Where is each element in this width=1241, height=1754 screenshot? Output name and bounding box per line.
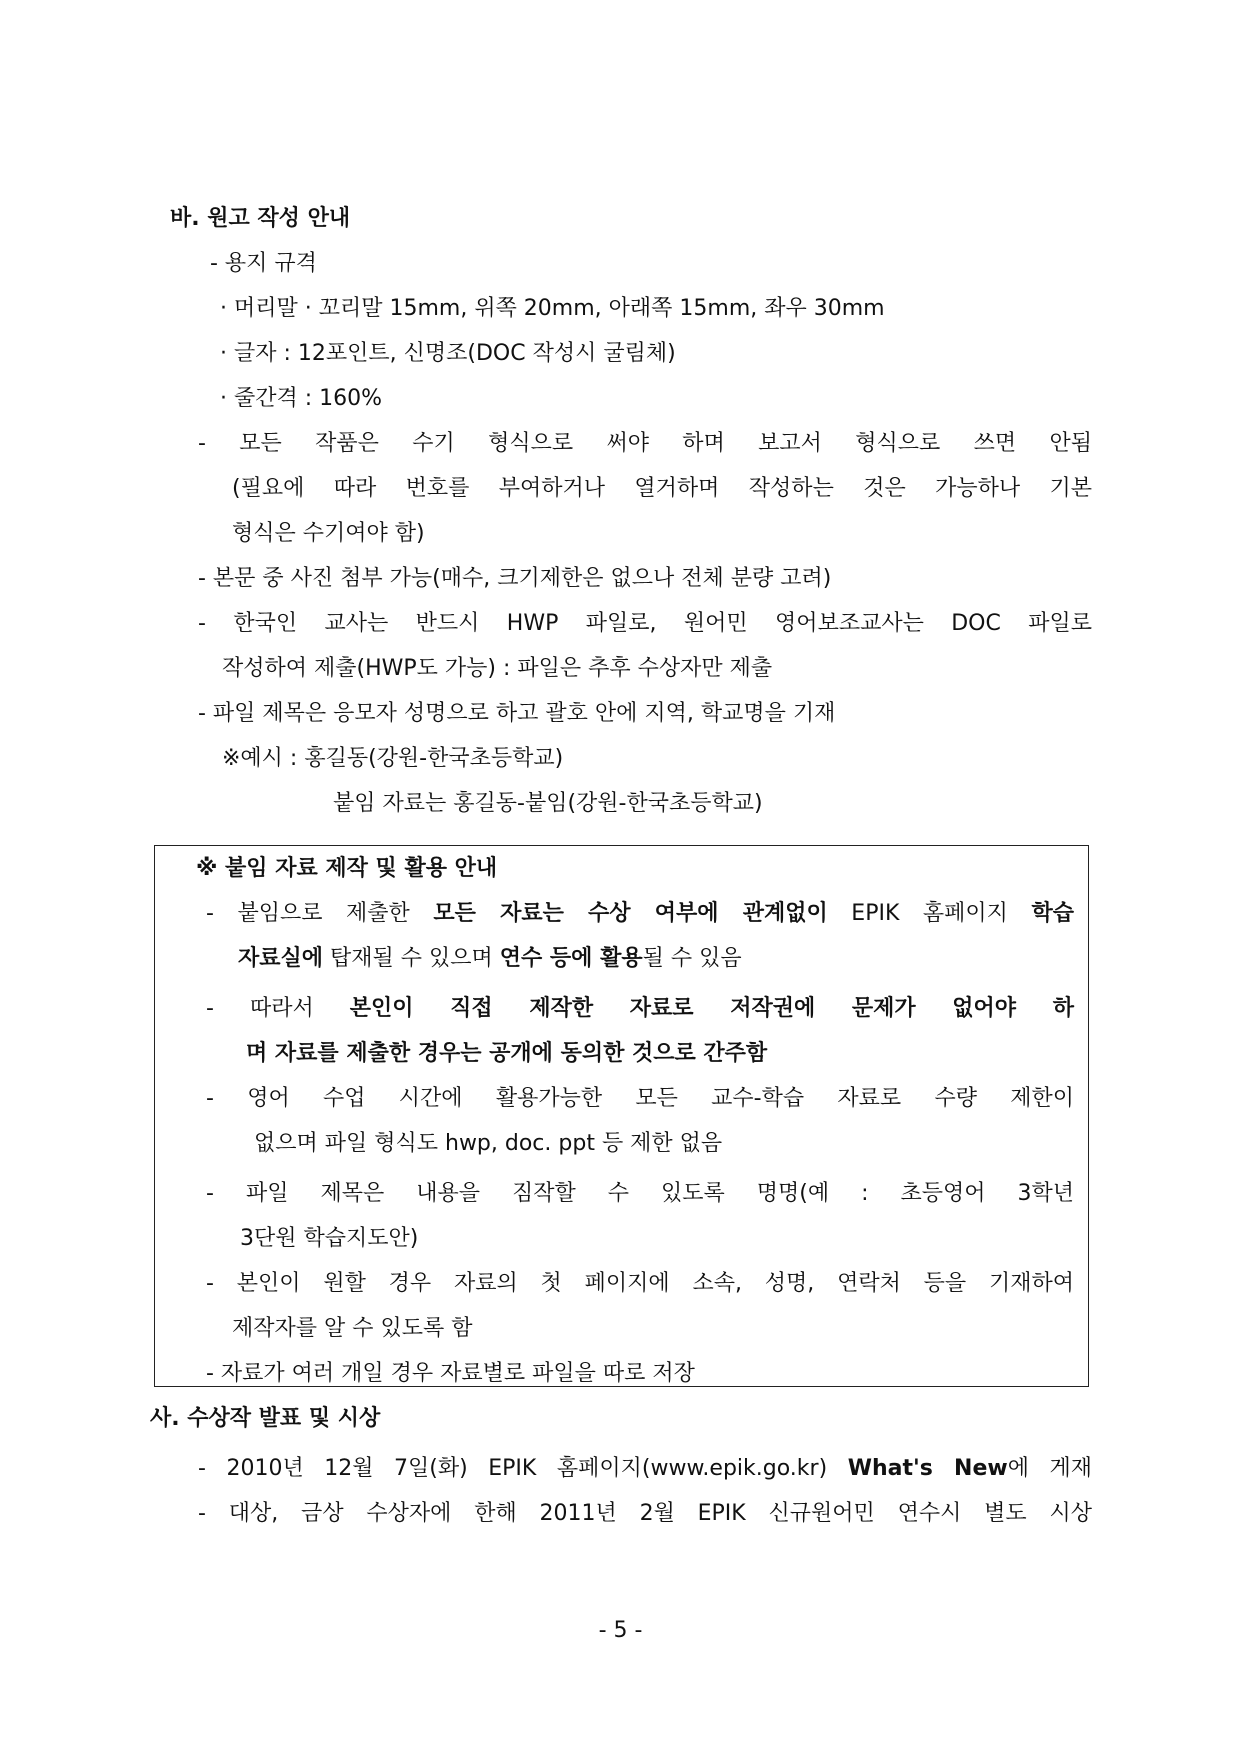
list-item: · 줄간격 : 160%: [220, 386, 383, 411]
notice-item: - 본인이 원할 경우 자료의 첫 페이지에 소속, 성명, 연락처 등을 기재하여: [206, 1271, 1074, 1296]
text-run: 탑재될 수 있으며: [323, 946, 500, 971]
text-run-bold: What's New: [847, 1456, 1008, 1481]
list-item: - 한국인 교사는 반드시 HWP 파일로, 원어민 영어보조교사는 DOC 파일로: [198, 611, 1092, 636]
notice-item-continuation: 3단원 학습지도안): [240, 1226, 419, 1251]
list-item: - 본문 중 사진 첨부 가능(매수, 크기제한은 없으나 전체 분량 고려): [198, 566, 832, 591]
notice-item: - 자료가 여러 개일 경우 자료별로 파일을 따로 저장: [206, 1361, 695, 1386]
list-item-continuation: (필요에 따라 번호를 부여하거나 열거하며 작성하는 것은 가능하나 기본: [232, 476, 1092, 501]
notice-item-continuation: 없으며 파일 형식도 hwp, doc. ppt 등 제한 없음: [254, 1131, 723, 1156]
notice-item-continuation: [238, 944, 742, 974]
list-item-continuation: 형식은 수기여야 함): [232, 521, 425, 546]
text-run-bold: 연수 등에 활용: [499, 946, 643, 971]
text-run: 될 수 있음: [642, 946, 742, 971]
list-item: - 파일 제목은 응모자 성명으로 하고 괄호 안에 지역, 학교명을 기재: [198, 701, 836, 726]
notice-item-continuation: 며 자료를 제출한 경우는 공개에 동의한 것으로 간주함: [246, 1041, 768, 1066]
notice-item: [206, 899, 1074, 929]
text-run: - 따라서: [206, 996, 350, 1021]
list-item-continuation: 작성하여 제출(HWP도 가능) : 파일은 추후 수상자만 제출: [222, 656, 773, 681]
text-run: EPIK 홈페이지: [827, 901, 1032, 926]
text-run: - 2010년 12월 7일(화) EPIK 홈페이지(www.epik.go.kr): [198, 1456, 848, 1481]
section-heading: 바. 원고 작성 안내: [170, 206, 351, 231]
text-run-bold: 학습: [1031, 901, 1074, 926]
text-run-bold: 모든 자료는 수상 여부에 관계없이: [433, 901, 828, 926]
example-line: 붙임 자료는 홍길동-붙임(강원-한국초등학교): [333, 791, 763, 816]
page-number: - 5 -: [598, 1618, 643, 1643]
list-item: - 대상, 금상 수상자에 한해 2011년 2월 EPIK 신규원어민 연수시 별도 시상: [198, 1501, 1092, 1526]
notice-item: - 영어 수업 시간에 활용가능한 모든 교수-학습 자료로 수량 제한이: [206, 1086, 1074, 1111]
list-item: · 머리말 · 꼬리말 15mm, 위쪽 20mm, 아래쪽 15mm, 좌우 30mm: [220, 296, 885, 321]
section-heading: 사. 수상작 발표 및 시상: [150, 1406, 381, 1431]
list-item: [198, 1454, 1092, 1484]
notice-item: - 파일 제목은 내용을 짐작할 수 있도록 명명(예 : 초등영어 3학년: [206, 1181, 1074, 1206]
text-run: - 붙임으로 제출한: [206, 901, 434, 926]
notice-title: ※ 붙임 자료 제작 및 활용 안내: [196, 856, 498, 881]
example-line: ※예시 : 홍길동(강원-한국초등학교): [222, 746, 564, 771]
list-item: · 글자 : 12포인트, 신명조(DOC 작성시 굴림체): [220, 341, 676, 366]
notice-item-continuation: 제작자를 알 수 있도록 함: [232, 1316, 473, 1341]
text-run-bold: 본인이 직접 제작한 자료로 저작권에 문제가 없어야 하: [349, 996, 1074, 1021]
list-item: - 용지 규격: [210, 251, 317, 276]
notice-item: [206, 994, 1074, 1024]
text-run: 에 게재: [1007, 1456, 1092, 1481]
text-run-bold: 자료실에: [238, 946, 324, 971]
list-item: - 모든 작품은 수기 형식으로 써야 하며 보고서 형식으로 쓰면 안됨: [198, 431, 1092, 456]
